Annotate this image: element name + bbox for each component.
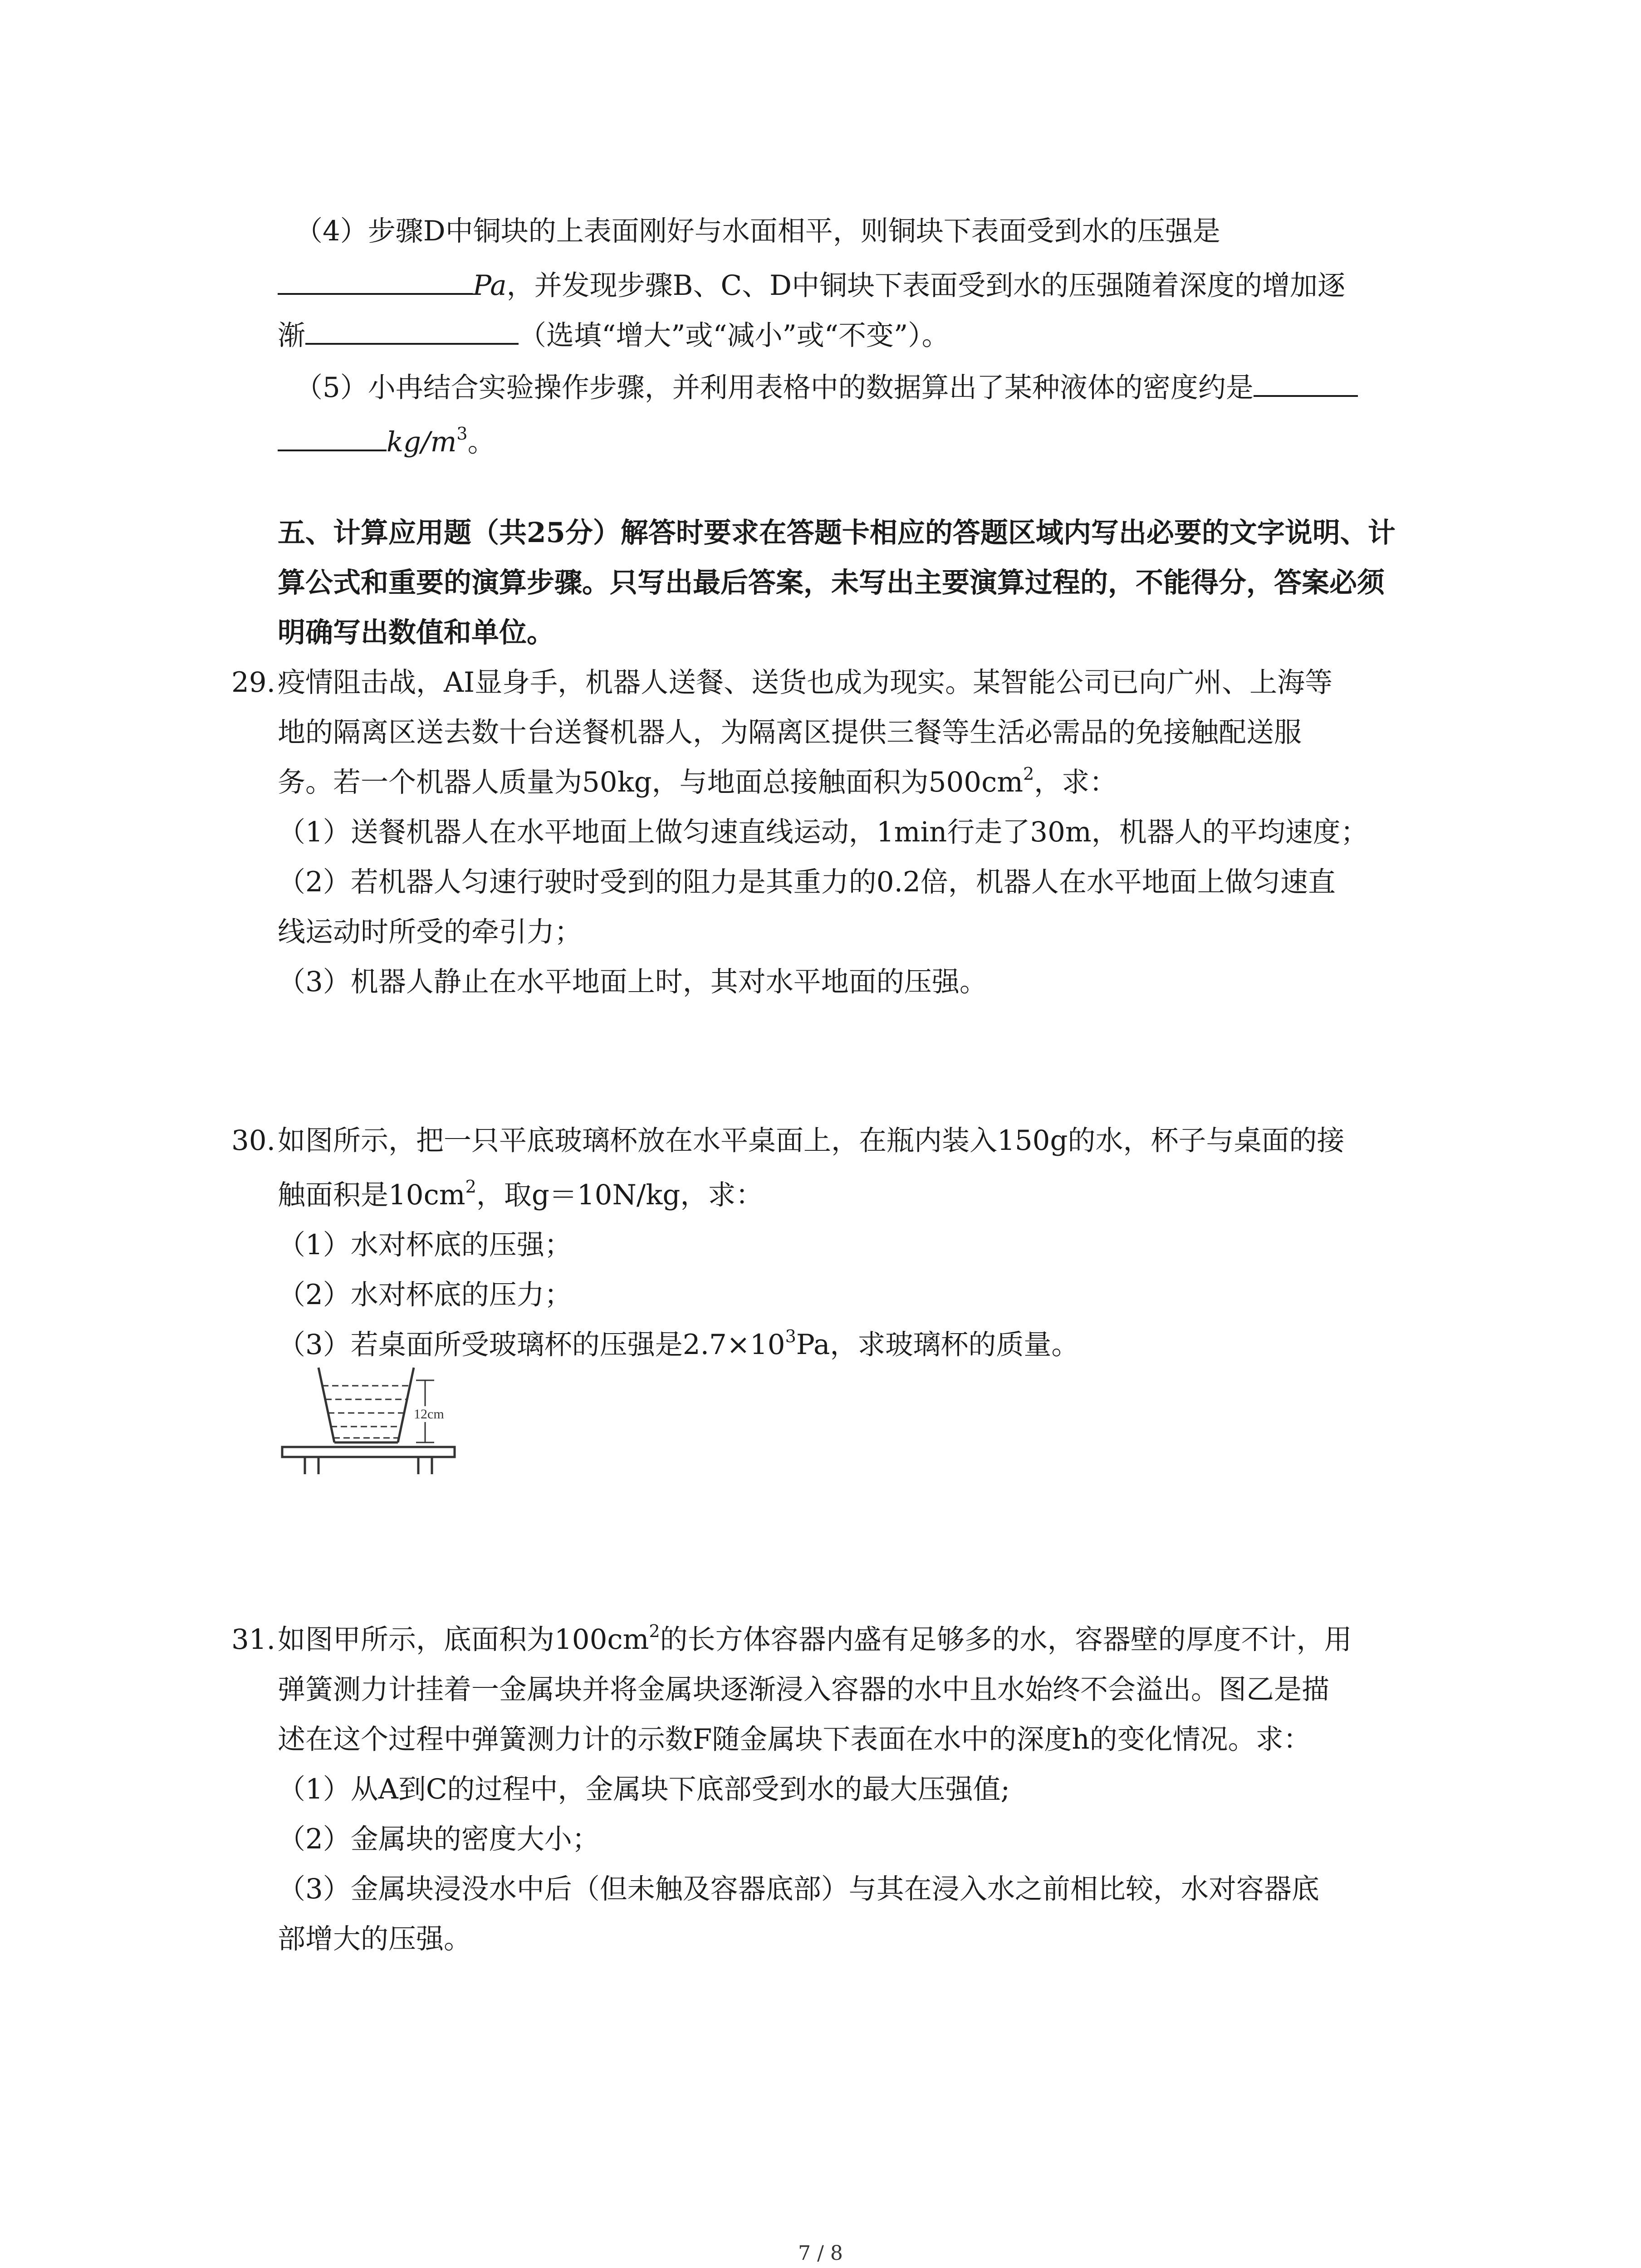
q5-unit-sup: 3 (456, 424, 468, 444)
q5-answer-blank-part1[interactable] (1254, 371, 1358, 397)
water-surface-lines (322, 1386, 410, 1438)
q31-line1 (278, 1622, 1352, 1658)
q30-sub2: （2）水对杯底的压力； (278, 1279, 572, 1311)
q30-line2-end: ，取g＝10N/kg，求： (476, 1179, 764, 1211)
q31-sub1: （1）从A到C的过程中，金属块下底部受到水的最大压强值; (278, 1773, 1010, 1805)
q30-sub3-text: （3）若桌面所受玻璃杯的压强是2.7×10 (278, 1329, 785, 1361)
q29-line3-sup: 2 (1023, 764, 1034, 784)
glass-cup-figure (278, 1363, 468, 1481)
q31-sub3-line1: （3）金属块浸没水中后（但未触及容器底部）与其在浸入水之前相比较，水对容器底 (278, 1873, 1319, 1905)
q5-line1 (295, 370, 1358, 406)
q29-sub2-line2: 线运动时所受的牵引力； (278, 916, 583, 948)
section5-header-line3: 明确写出数值和单位。 (278, 616, 555, 649)
q30-sub1: （1）水对杯底的压强； (278, 1229, 572, 1261)
q29-line3-text: 务。若一个机器人质量为50kg，与地面总接触面积为500cm (278, 766, 1024, 798)
q30-line2-text: 触面积是10cm (278, 1179, 465, 1211)
q31-line2: 弹簧测力计挂着一金属块并将金属块逐渐浸入容器的水中且水始终不会溢出。图乙是描 (278, 1673, 1330, 1706)
q30-line2 (278, 1177, 763, 1213)
q30-line1: 如图所示，把一只平底玻璃杯放在水平桌面上，在瓶内装入150g的水，杯子与桌面的接 (278, 1124, 1345, 1157)
q30-number: 30. (231, 1124, 276, 1157)
q29-sub3: （3）机器人静止在水平地面上时，其对水平地面的压强。 (278, 966, 987, 998)
section5-header-line2: 算公式和重要的演算步骤。只写出最后答案，未写出主要演算过程的，不能得分，答案必须 (278, 567, 1385, 599)
glass-right-wall (398, 1368, 414, 1442)
q4-line3-text: （选填“增大”或“减小”或“不变”）。 (519, 319, 950, 352)
q4-unit: Pa (473, 269, 507, 302)
q31-line1-end: 的长方体容器内盛有足够多的水，容器壁的厚度不计，用 (660, 1623, 1352, 1656)
q4-answer-blank-1[interactable] (278, 269, 473, 295)
q29-line1: 疫情阻击战，AI显身手，机器人送餐、送货也成为现实。某智能公司已向广州、上海等 (278, 666, 1333, 699)
q31-line1-sup: 2 (649, 1621, 660, 1641)
q30-sub3 (278, 1327, 1079, 1363)
q29-sub1: （1）送餐机器人在水平地面上做匀速直线运动，1min行走了30m，机器人的平均速度； (278, 816, 1368, 848)
q5-line2 (278, 424, 495, 460)
q30-sub3-end: Pa，求玻璃杯的质量。 (796, 1329, 1079, 1361)
q5-line2-end: 。 (467, 426, 495, 458)
q5-unit: kg/m (387, 426, 457, 458)
height-label: 12cm (414, 1407, 444, 1422)
q30-line2-sup: 2 (465, 1177, 476, 1197)
q5-answer-blank-part2[interactable] (278, 426, 387, 451)
q29-number: 29. (231, 666, 276, 699)
q4-line3-start: 渐 (278, 319, 306, 352)
glass-left-wall (318, 1368, 334, 1442)
q31-line1-text: 如图甲所示，底面积为100cm (278, 1623, 649, 1656)
table (282, 1447, 455, 1474)
q29-line3-end: ，求： (1034, 766, 1117, 798)
q31-sub3-line2: 部增大的压强。 (278, 1923, 472, 1955)
q31-line3: 述在这个过程中弹簧测力计的示数F随金属块下表面在水中的深度h的变化情况。求： (278, 1723, 1311, 1755)
q31-sub2: （2）金属块的密度大小； (278, 1823, 600, 1855)
q29-line3 (278, 764, 1117, 801)
q5-line1-text: （5）小冉结合实验操作步骤，并利用表格中的数据算出了某种液体的密度约是 (295, 371, 1254, 404)
q31-number: 31. (231, 1623, 276, 1656)
page-number: 7 / 8 (798, 2242, 843, 2265)
q30-sub3-sup: 3 (785, 1326, 796, 1346)
q4-line1: （4）步骤D中铜块的上表面刚好与水面相平，则铜块下表面受到水的压强是 (295, 215, 1220, 247)
q4-line2-text: ，并发现步骤B、C、D中铜块下表面受到水的压强随着深度的增加逐 (506, 269, 1346, 302)
section5-header-line1: 五、计算应用题（共25分）解答时要求在答题卡相应的答题区域内写出必要的文字说明、计 (278, 517, 1396, 549)
q4-line2 (278, 268, 1345, 304)
q4-line3 (278, 318, 950, 354)
q29-sub2-line1: （2）若机器人匀速行驶时受到的阻力是其重力的0.2倍，机器人在水平地面上做匀速直 (278, 866, 1336, 898)
q29-line2: 地的隔离区送去数十台送餐机器人，为隔离区提供三餐等生活必需品的免接触配送服 (278, 716, 1302, 748)
q4-answer-blank-2[interactable] (305, 319, 519, 345)
